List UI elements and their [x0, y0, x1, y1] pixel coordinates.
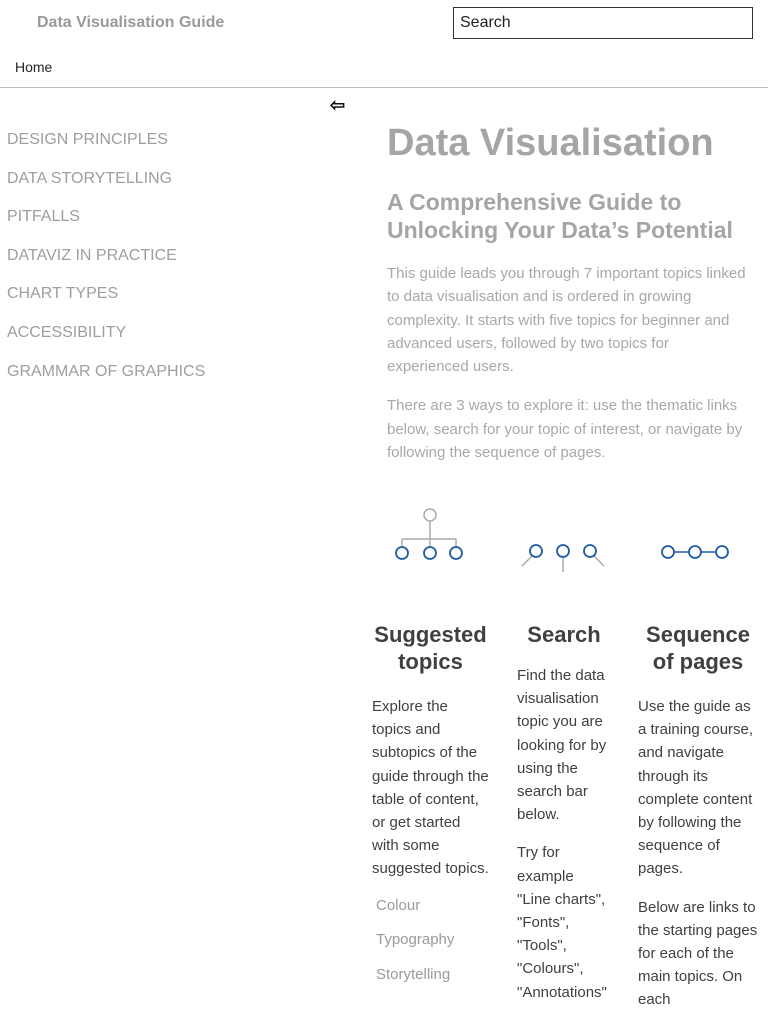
intro-paragraph: This guide leads you through 7 important topics linked to data visualisation and is ordered in growing complexity. It starts with five topics for beginner and advanced users, followed by two topics for experienced users.	[387, 265, 746, 376]
suggested-topics-section	[372, 621, 489, 1000]
page-subtitle: A Comprehensive Guide to Unlocking Your Data’s Potential	[387, 189, 733, 243]
header-divider	[0, 87, 768, 88]
hierarchy-tree-icon	[392, 506, 468, 566]
topic-link-storytelling[interactable]: Storytelling	[376, 965, 451, 983]
intro-paragraph: There are 3 ways to explore it: use the thematic links below, search for your topic of interest, or navigate by following the sequence of pages.	[387, 397, 743, 462]
sidebar-item-grammar-of-graphics[interactable]: GRAMMAR OF GRAPHICS	[7, 362, 206, 380]
search-input[interactable]	[453, 7, 753, 39]
suggested-topics-text: Explore the topics and subtopics of the guide through the table of content, or get started with some suggested topics.	[372, 698, 489, 878]
sidebar-nav	[7, 131, 205, 401]
collapse-arrow-icon[interactable]: ⇦	[330, 95, 346, 115]
intro-text	[387, 262, 752, 464]
sequence-chain-icon	[658, 542, 734, 562]
sequence-heading: Sequence of pages	[646, 622, 750, 674]
search-heading: Search	[527, 622, 601, 647]
page-title: Data Visualisation	[387, 122, 714, 164]
sequence-section	[638, 621, 758, 1012]
suggested-topics-heading: Suggested topics	[374, 622, 487, 674]
sidebar-item-accessibility[interactable]: ACCESSIBILITY	[7, 323, 127, 341]
topic-link-colour[interactable]: Colour	[376, 896, 421, 914]
sidebar-item-dataviz-in-practice[interactable]: DATAVIZ IN PRACTICE	[7, 246, 177, 264]
suggested-topic-links	[376, 897, 489, 1001]
search-nodes-icon	[520, 540, 606, 574]
sidebar-item-design-principles[interactable]: DESIGN PRINCIPLES	[7, 131, 168, 148]
sequence-links-text: Below are links to the starting pages for each of the main topics. On each	[638, 898, 758, 1009]
sidebar-item-pitfalls[interactable]: PITFALLS	[7, 208, 80, 226]
search-examples-text: Try for example "Line charts", "Fonts", "Tools", "Colours", "Annotations"	[517, 844, 607, 1001]
sequence-text: Use the guide as a training course, and navigate through its complete content by following the sequence of pages.	[638, 698, 754, 878]
sidebar-item-data-storytelling[interactable]: DATA STORYTELLING	[7, 169, 173, 187]
topic-link-typography[interactable]: Typography	[376, 931, 455, 949]
site-title[interactable]: Data Visualisation Guide	[37, 14, 225, 31]
breadcrumb-home-link[interactable]: Home	[15, 59, 53, 75]
sidebar-item-chart-types[interactable]: CHART TYPES	[7, 285, 119, 303]
search-text: Find the data visualisation topic you are looking for by using the search bar below.	[517, 667, 607, 824]
search-section	[517, 621, 611, 1004]
